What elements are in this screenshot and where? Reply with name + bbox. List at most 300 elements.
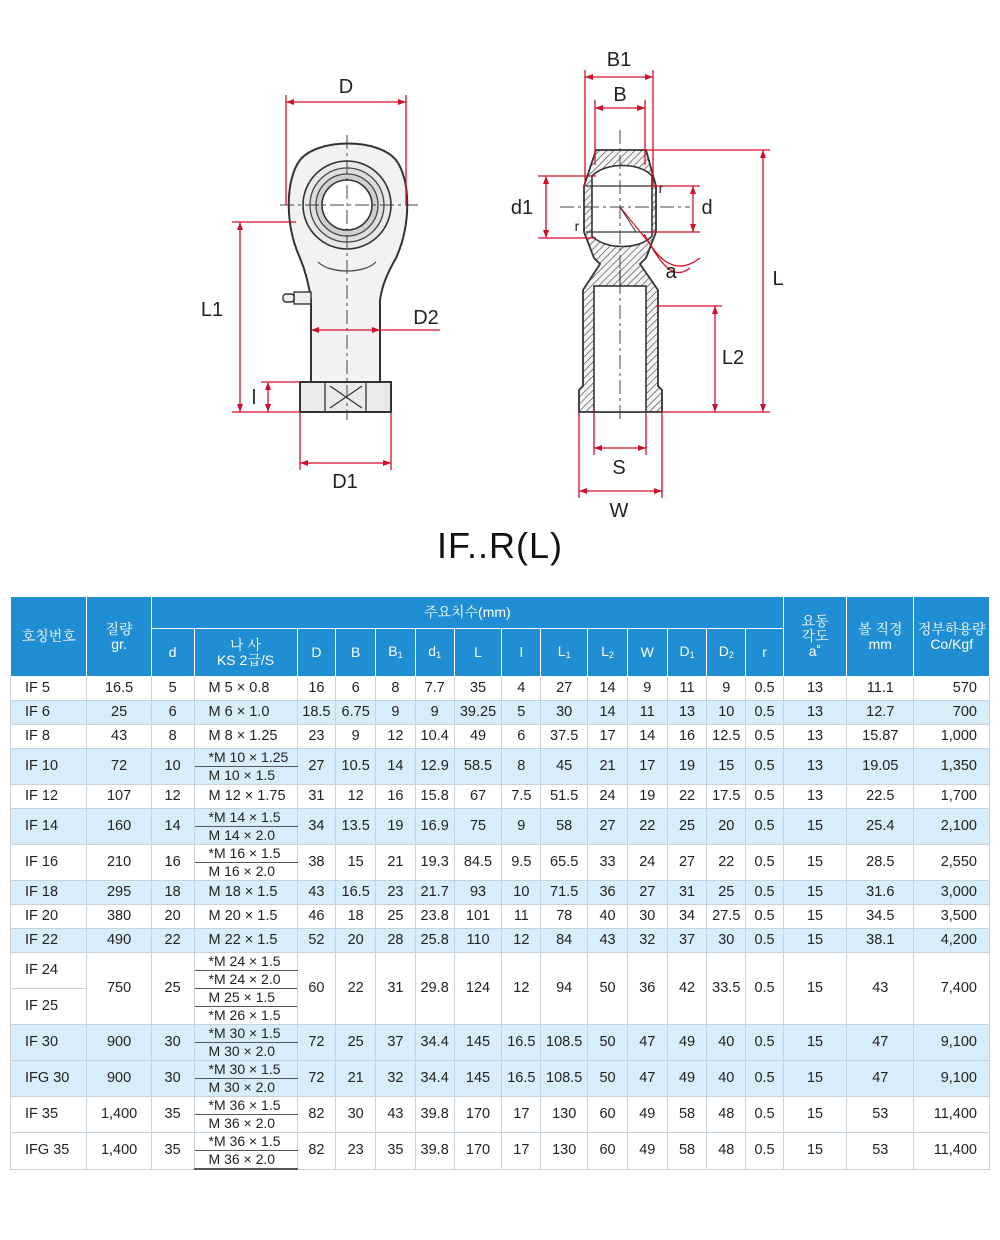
- cell-d1: 34.4: [415, 1061, 454, 1097]
- cell-weight: 490: [87, 929, 151, 953]
- cell-d: 12: [151, 785, 194, 809]
- cell-thread-a: *M 16 × 1.5: [194, 845, 297, 863]
- cell-D: 23: [297, 725, 336, 749]
- cell-W: 22: [627, 809, 667, 845]
- header-B1: $B_1$: [376, 629, 416, 677]
- label-D1: D1: [332, 471, 358, 493]
- cell-B: 25: [336, 1025, 376, 1061]
- cell-l: 6: [502, 725, 541, 749]
- product-title: IF..R(L): [436, 525, 563, 566]
- cell-load: 4,200: [914, 929, 990, 953]
- cell-L: 49: [454, 725, 502, 749]
- cell-B1: 8: [376, 677, 416, 701]
- cell-ball: 53: [847, 1133, 914, 1170]
- label-D: D: [338, 76, 354, 98]
- cell-d: 25: [151, 953, 194, 1025]
- cell-thread-a: *M 36 × 1.5: [194, 1097, 297, 1115]
- cell-r: 0.5: [746, 785, 784, 809]
- cell-d1: 10.4: [415, 725, 454, 749]
- cell-B1: 35: [376, 1133, 416, 1170]
- cell-name: IF 22: [11, 929, 87, 953]
- cell-B1: 9: [376, 701, 416, 725]
- cell-d: 14: [151, 809, 194, 845]
- cell-L2: 60: [588, 1097, 628, 1133]
- cell-r: 0.5: [746, 701, 784, 725]
- cell-D: 82: [297, 1133, 336, 1170]
- cell-L1: 27: [541, 677, 588, 701]
- cell-L2: 21: [588, 749, 628, 785]
- cell-B1: 12: [376, 725, 416, 749]
- cell-r: 0.5: [746, 1025, 784, 1061]
- cell-W: 49: [627, 1097, 667, 1133]
- cell-d: 30: [151, 1025, 194, 1061]
- cell-l: 17: [502, 1097, 541, 1133]
- cell-B: 23: [336, 1133, 376, 1170]
- cell-B1: 25: [376, 905, 416, 929]
- cell-D: 82: [297, 1097, 336, 1133]
- cell-L2: 27: [588, 809, 628, 845]
- cell-d1: 9: [415, 701, 454, 725]
- cell-W: 47: [627, 1025, 667, 1061]
- cell-d: 30: [151, 1061, 194, 1097]
- cell-l: 16.5: [502, 1061, 541, 1097]
- cell-r: 0.5: [746, 953, 784, 1025]
- label-L2: L2: [721, 347, 745, 369]
- cell-D2: 30: [707, 929, 746, 953]
- cell-L1: 108.5: [541, 1061, 588, 1097]
- cell-L1: 94: [541, 953, 588, 1025]
- cell-weight: 160: [87, 809, 151, 845]
- cell-D2: 10: [707, 701, 746, 725]
- spec-table-body: [11, 677, 990, 1170]
- cell-B: 20: [336, 929, 376, 953]
- cell-thread-b: M 36 × 2.0: [194, 1115, 297, 1133]
- table-row: [11, 953, 990, 971]
- cell-d1: 7.7: [415, 677, 454, 701]
- cell-angle: 15: [783, 1133, 846, 1170]
- cell-thread-b: M 36 × 2.0: [194, 1151, 297, 1170]
- cell-r: 0.5: [746, 881, 784, 905]
- cell-D2: 22: [707, 845, 746, 881]
- cell-L1: 51.5: [541, 785, 588, 809]
- label-W: W: [609, 500, 629, 520]
- cell-ball: 25.4: [847, 809, 914, 845]
- cell-d1: 25.8: [415, 929, 454, 953]
- cell-angle: 15: [783, 929, 846, 953]
- cell-thread-c: M 25 × 1.5: [194, 989, 297, 1007]
- cell-load: 1,000: [914, 725, 990, 749]
- cell-thread-b: M 16 × 2.0: [194, 863, 297, 881]
- cell-angle: 15: [783, 881, 846, 905]
- cell-l: 12: [502, 929, 541, 953]
- cell-name: IF 6: [11, 701, 87, 725]
- spec-table: [10, 596, 990, 1170]
- cell-D2: 15: [707, 749, 746, 785]
- cell-D2: 48: [707, 1133, 746, 1170]
- cell-L: 67: [454, 785, 502, 809]
- label-l: l: [251, 387, 257, 409]
- cell-weight: 750: [87, 953, 151, 1025]
- cell-D1: 49: [667, 1025, 707, 1061]
- cell-D1: 49: [667, 1061, 707, 1097]
- label-r-left: r: [574, 218, 580, 234]
- cell-L2: 14: [588, 701, 628, 725]
- cell-L1: 78: [541, 905, 588, 929]
- label-d: d: [701, 197, 713, 219]
- cell-d: 22: [151, 929, 194, 953]
- header-W: W: [627, 629, 667, 677]
- cell-B1: 43: [376, 1097, 416, 1133]
- cell-L2: 36: [588, 881, 628, 905]
- cell-B1: 23: [376, 881, 416, 905]
- table-row: [11, 749, 990, 767]
- cell-weight: 16.5: [87, 677, 151, 701]
- cell-W: 19: [627, 785, 667, 809]
- cell-load: 1,700: [914, 785, 990, 809]
- cell-angle: 15: [783, 1025, 846, 1061]
- cell-B1: 21: [376, 845, 416, 881]
- cell-load: 9,100: [914, 1025, 990, 1061]
- cell-load: 3,500: [914, 905, 990, 929]
- cell-d1: 19.3: [415, 845, 454, 881]
- cell-B: 16.5: [336, 881, 376, 905]
- cell-W: 30: [627, 905, 667, 929]
- cell-angle: 13: [783, 725, 846, 749]
- cell-name: IF 8: [11, 725, 87, 749]
- cell-B: 13.5: [336, 809, 376, 845]
- cell-r: 0.5: [746, 1097, 784, 1133]
- cell-name: IF 16: [11, 845, 87, 881]
- cell-L: 58.5: [454, 749, 502, 785]
- table-row: [11, 1133, 990, 1151]
- cell-load: 1,350: [914, 749, 990, 785]
- cell-angle: 15: [783, 1097, 846, 1133]
- cell-thread: M 8 × 1.25: [194, 725, 297, 749]
- cell-D: 38: [297, 845, 336, 881]
- cell-d: 10: [151, 749, 194, 785]
- table-row: [11, 785, 990, 809]
- cell-r: 0.5: [746, 809, 784, 845]
- cell-l: 12: [502, 953, 541, 1025]
- cell-B: 9: [336, 725, 376, 749]
- label-L1: L1: [200, 299, 224, 321]
- cell-l: 8: [502, 749, 541, 785]
- cell-weight: 900: [87, 1061, 151, 1097]
- label-S: S: [612, 457, 626, 479]
- cell-B: 10.5: [336, 749, 376, 785]
- technical-drawing: [0, 0, 1000, 520]
- label-B1: B1: [606, 49, 632, 71]
- header-ball: 볼 직경 mm: [847, 597, 914, 677]
- header-main-dims: 주요치수(mm): [151, 597, 783, 629]
- cell-ball: 34.5: [847, 905, 914, 929]
- table-row: [11, 929, 990, 953]
- cell-load: 2,100: [914, 809, 990, 845]
- table-row: [11, 1097, 990, 1115]
- cell-L2: 24: [588, 785, 628, 809]
- cell-ball: 47: [847, 1025, 914, 1061]
- cell-l: 9: [502, 809, 541, 845]
- cell-B1: 16: [376, 785, 416, 809]
- cell-D1: 31: [667, 881, 707, 905]
- cell-L1: 45: [541, 749, 588, 785]
- header-d1: $d_1$: [415, 629, 454, 677]
- cell-L: 101: [454, 905, 502, 929]
- cell-B: 6.75: [336, 701, 376, 725]
- cell-ball: 47: [847, 1061, 914, 1097]
- header-L: L: [454, 629, 502, 677]
- cell-d1: 34.4: [415, 1025, 454, 1061]
- cell-L1: 130: [541, 1133, 588, 1170]
- cell-r: 0.5: [746, 929, 784, 953]
- cell-r: 0.5: [746, 749, 784, 785]
- cell-D1: 27: [667, 845, 707, 881]
- cell-weight: 380: [87, 905, 151, 929]
- header-l: l: [502, 629, 541, 677]
- cell-D: 72: [297, 1061, 336, 1097]
- cell-load: 11,400: [914, 1133, 990, 1170]
- cell-load: 11,400: [914, 1097, 990, 1133]
- cell-B1: 37: [376, 1025, 416, 1061]
- cell-d: 35: [151, 1133, 194, 1170]
- cell-name-a: IF 24: [11, 953, 87, 989]
- cell-B: 15: [336, 845, 376, 881]
- cell-angle: 15: [783, 809, 846, 845]
- cell-L: 39.25: [454, 701, 502, 725]
- cell-thread-b: M 30 × 2.0: [194, 1079, 297, 1097]
- cell-thread-a: *M 36 × 1.5: [194, 1133, 297, 1151]
- cell-D1: 34: [667, 905, 707, 929]
- cell-load: 3,000: [914, 881, 990, 905]
- cell-L: 170: [454, 1097, 502, 1133]
- cell-L1: 71.5: [541, 881, 588, 905]
- cell-L: 110: [454, 929, 502, 953]
- cell-D2: 17.5: [707, 785, 746, 809]
- cell-L1: 58: [541, 809, 588, 845]
- cell-D2: 9: [707, 677, 746, 701]
- cell-L1: 130: [541, 1097, 588, 1133]
- cell-L2: 43: [588, 929, 628, 953]
- header-load: 정부하용량 Co/Kgf: [914, 597, 990, 677]
- cell-ball: 38.1: [847, 929, 914, 953]
- header-d: d: [151, 629, 194, 677]
- header-L1: $L_1$: [541, 629, 588, 677]
- cell-B: 22: [336, 953, 376, 1025]
- cell-name: IF 12: [11, 785, 87, 809]
- header-thread: 나 사 KS 2급/S: [194, 629, 297, 677]
- cell-thread: M 18 × 1.5: [194, 881, 297, 905]
- cell-angle: 13: [783, 749, 846, 785]
- cell-l: 7.5: [502, 785, 541, 809]
- cell-name-b: IF 25: [11, 989, 87, 1025]
- cell-L2: 60: [588, 1133, 628, 1170]
- table-row: [11, 1025, 990, 1043]
- cell-l: 9.5: [502, 845, 541, 881]
- cell-D: 46: [297, 905, 336, 929]
- cell-W: 36: [627, 953, 667, 1025]
- cell-angle: 13: [783, 785, 846, 809]
- cell-angle: 15: [783, 953, 846, 1025]
- front-view: [280, 135, 418, 420]
- cell-d1: 23.8: [415, 905, 454, 929]
- cell-B1: 32: [376, 1061, 416, 1097]
- cell-ball: 15.87: [847, 725, 914, 749]
- cell-L2: 50: [588, 1025, 628, 1061]
- cell-d1: 39.8: [415, 1133, 454, 1170]
- cell-l: 16.5: [502, 1025, 541, 1061]
- table-row: [11, 809, 990, 827]
- header-D: D: [297, 629, 336, 677]
- cell-B1: 31: [376, 953, 416, 1025]
- cell-thread-a: *M 14 × 1.5: [194, 809, 297, 827]
- cell-B: 30: [336, 1097, 376, 1133]
- cell-D1: 37: [667, 929, 707, 953]
- cell-angle: 15: [783, 845, 846, 881]
- cell-load: 2,550: [914, 845, 990, 881]
- cell-W: 47: [627, 1061, 667, 1097]
- cell-W: 24: [627, 845, 667, 881]
- cell-thread: M 12 × 1.75: [194, 785, 297, 809]
- label-a: a: [665, 261, 677, 283]
- cell-ball: 19.05: [847, 749, 914, 785]
- cell-L2: 40: [588, 905, 628, 929]
- cell-thread-b: M 30 × 2.0: [194, 1043, 297, 1061]
- cell-angle: 13: [783, 677, 846, 701]
- cell-D1: 13: [667, 701, 707, 725]
- cell-D: 18.5: [297, 701, 336, 725]
- cell-angle: 13: [783, 701, 846, 725]
- cell-D2: 40: [707, 1061, 746, 1097]
- cell-B: 6: [336, 677, 376, 701]
- cell-thread: M 6 × 1.0: [194, 701, 297, 725]
- cell-thread-b: M 10 × 1.5: [194, 767, 297, 785]
- cell-weight: 900: [87, 1025, 151, 1061]
- cell-L2: 50: [588, 1061, 628, 1097]
- header-D1: $D_1$: [667, 629, 707, 677]
- cell-name: IF 35: [11, 1097, 87, 1133]
- table-row: [11, 845, 990, 863]
- cell-D2: 33.5: [707, 953, 746, 1025]
- cell-r: 0.5: [746, 845, 784, 881]
- cell-B: 18: [336, 905, 376, 929]
- cell-name: IF 20: [11, 905, 87, 929]
- cell-W: 32: [627, 929, 667, 953]
- cell-name: IF 18: [11, 881, 87, 905]
- cell-W: 9: [627, 677, 667, 701]
- cell-L: 84.5: [454, 845, 502, 881]
- cell-ball: 28.5: [847, 845, 914, 881]
- cell-thread-a: *M 30 × 1.5: [194, 1061, 297, 1079]
- cell-ball: 12.7: [847, 701, 914, 725]
- cell-B1: 19: [376, 809, 416, 845]
- cell-W: 14: [627, 725, 667, 749]
- cell-W: 11: [627, 701, 667, 725]
- cell-weight: 25: [87, 701, 151, 725]
- cell-D: 31: [297, 785, 336, 809]
- cell-r: 0.5: [746, 677, 784, 701]
- cell-L2: 50: [588, 953, 628, 1025]
- cell-d: 18: [151, 881, 194, 905]
- header-B: B: [336, 629, 376, 677]
- header-angle: 요동 각도 a˚: [783, 597, 846, 677]
- cell-weight: 107: [87, 785, 151, 809]
- cell-D: 27: [297, 749, 336, 785]
- cell-L: 170: [454, 1133, 502, 1170]
- cell-name: IFG 30: [11, 1061, 87, 1097]
- cell-L: 35: [454, 677, 502, 701]
- label-r-top: r: [658, 180, 664, 196]
- cell-D2: 40: [707, 1025, 746, 1061]
- cell-d1: 39.8: [415, 1097, 454, 1133]
- cell-name: IF 10: [11, 749, 87, 785]
- cell-ball: 22.5: [847, 785, 914, 809]
- cell-D1: 58: [667, 1097, 707, 1133]
- cell-thread-a: *M 24 × 1.5: [194, 953, 297, 971]
- cell-L1: 108.5: [541, 1025, 588, 1061]
- cell-thread-a: *M 10 × 1.25: [194, 749, 297, 767]
- cell-d: 6: [151, 701, 194, 725]
- cell-load: 9,100: [914, 1061, 990, 1097]
- cell-name: IF 30: [11, 1025, 87, 1061]
- cell-D: 16: [297, 677, 336, 701]
- cell-L: 75: [454, 809, 502, 845]
- cell-r: 0.5: [746, 905, 784, 929]
- cell-L2: 14: [588, 677, 628, 701]
- cell-name: IFG 35: [11, 1133, 87, 1170]
- cell-L: 93: [454, 881, 502, 905]
- cell-weight: 295: [87, 881, 151, 905]
- cell-d1: 29.8: [415, 953, 454, 1025]
- cell-l: 11: [502, 905, 541, 929]
- cell-thread: M 22 × 1.5: [194, 929, 297, 953]
- cell-weight: 1,400: [87, 1133, 151, 1170]
- cell-L: 145: [454, 1061, 502, 1097]
- cell-d: 16: [151, 845, 194, 881]
- label-d1: d1: [510, 197, 534, 219]
- cell-load: 7,400: [914, 953, 990, 1025]
- cell-ball: 11.1: [847, 677, 914, 701]
- cell-name: IF 14: [11, 809, 87, 845]
- cell-thread: M 5 × 0.8: [194, 677, 297, 701]
- cell-l: 5: [502, 701, 541, 725]
- cell-L: 124: [454, 953, 502, 1025]
- cell-D: 43: [297, 881, 336, 905]
- cell-D1: 11: [667, 677, 707, 701]
- header-weight: 질량 gr.: [87, 597, 151, 677]
- cell-L1: 30: [541, 701, 588, 725]
- cell-D: 60: [297, 953, 336, 1025]
- cell-d1: 15.8: [415, 785, 454, 809]
- cell-D1: 16: [667, 725, 707, 749]
- cell-r: 0.5: [746, 1133, 784, 1170]
- cell-d1: 16.9: [415, 809, 454, 845]
- cell-ball: 53: [847, 1097, 914, 1133]
- cell-B1: 28: [376, 929, 416, 953]
- cell-D1: 22: [667, 785, 707, 809]
- cell-weight: 210: [87, 845, 151, 881]
- table-row: [11, 1061, 990, 1079]
- cell-d: 8: [151, 725, 194, 749]
- header-D2: $D_2$: [707, 629, 746, 677]
- cell-D1: 19: [667, 749, 707, 785]
- cell-L2: 17: [588, 725, 628, 749]
- cell-r: 0.5: [746, 1061, 784, 1097]
- label-B: B: [613, 84, 627, 106]
- cell-thread-a: *M 30 × 1.5: [194, 1025, 297, 1043]
- cell-angle: 15: [783, 1061, 846, 1097]
- label-L: L: [772, 268, 784, 290]
- cell-thread: M 20 × 1.5: [194, 905, 297, 929]
